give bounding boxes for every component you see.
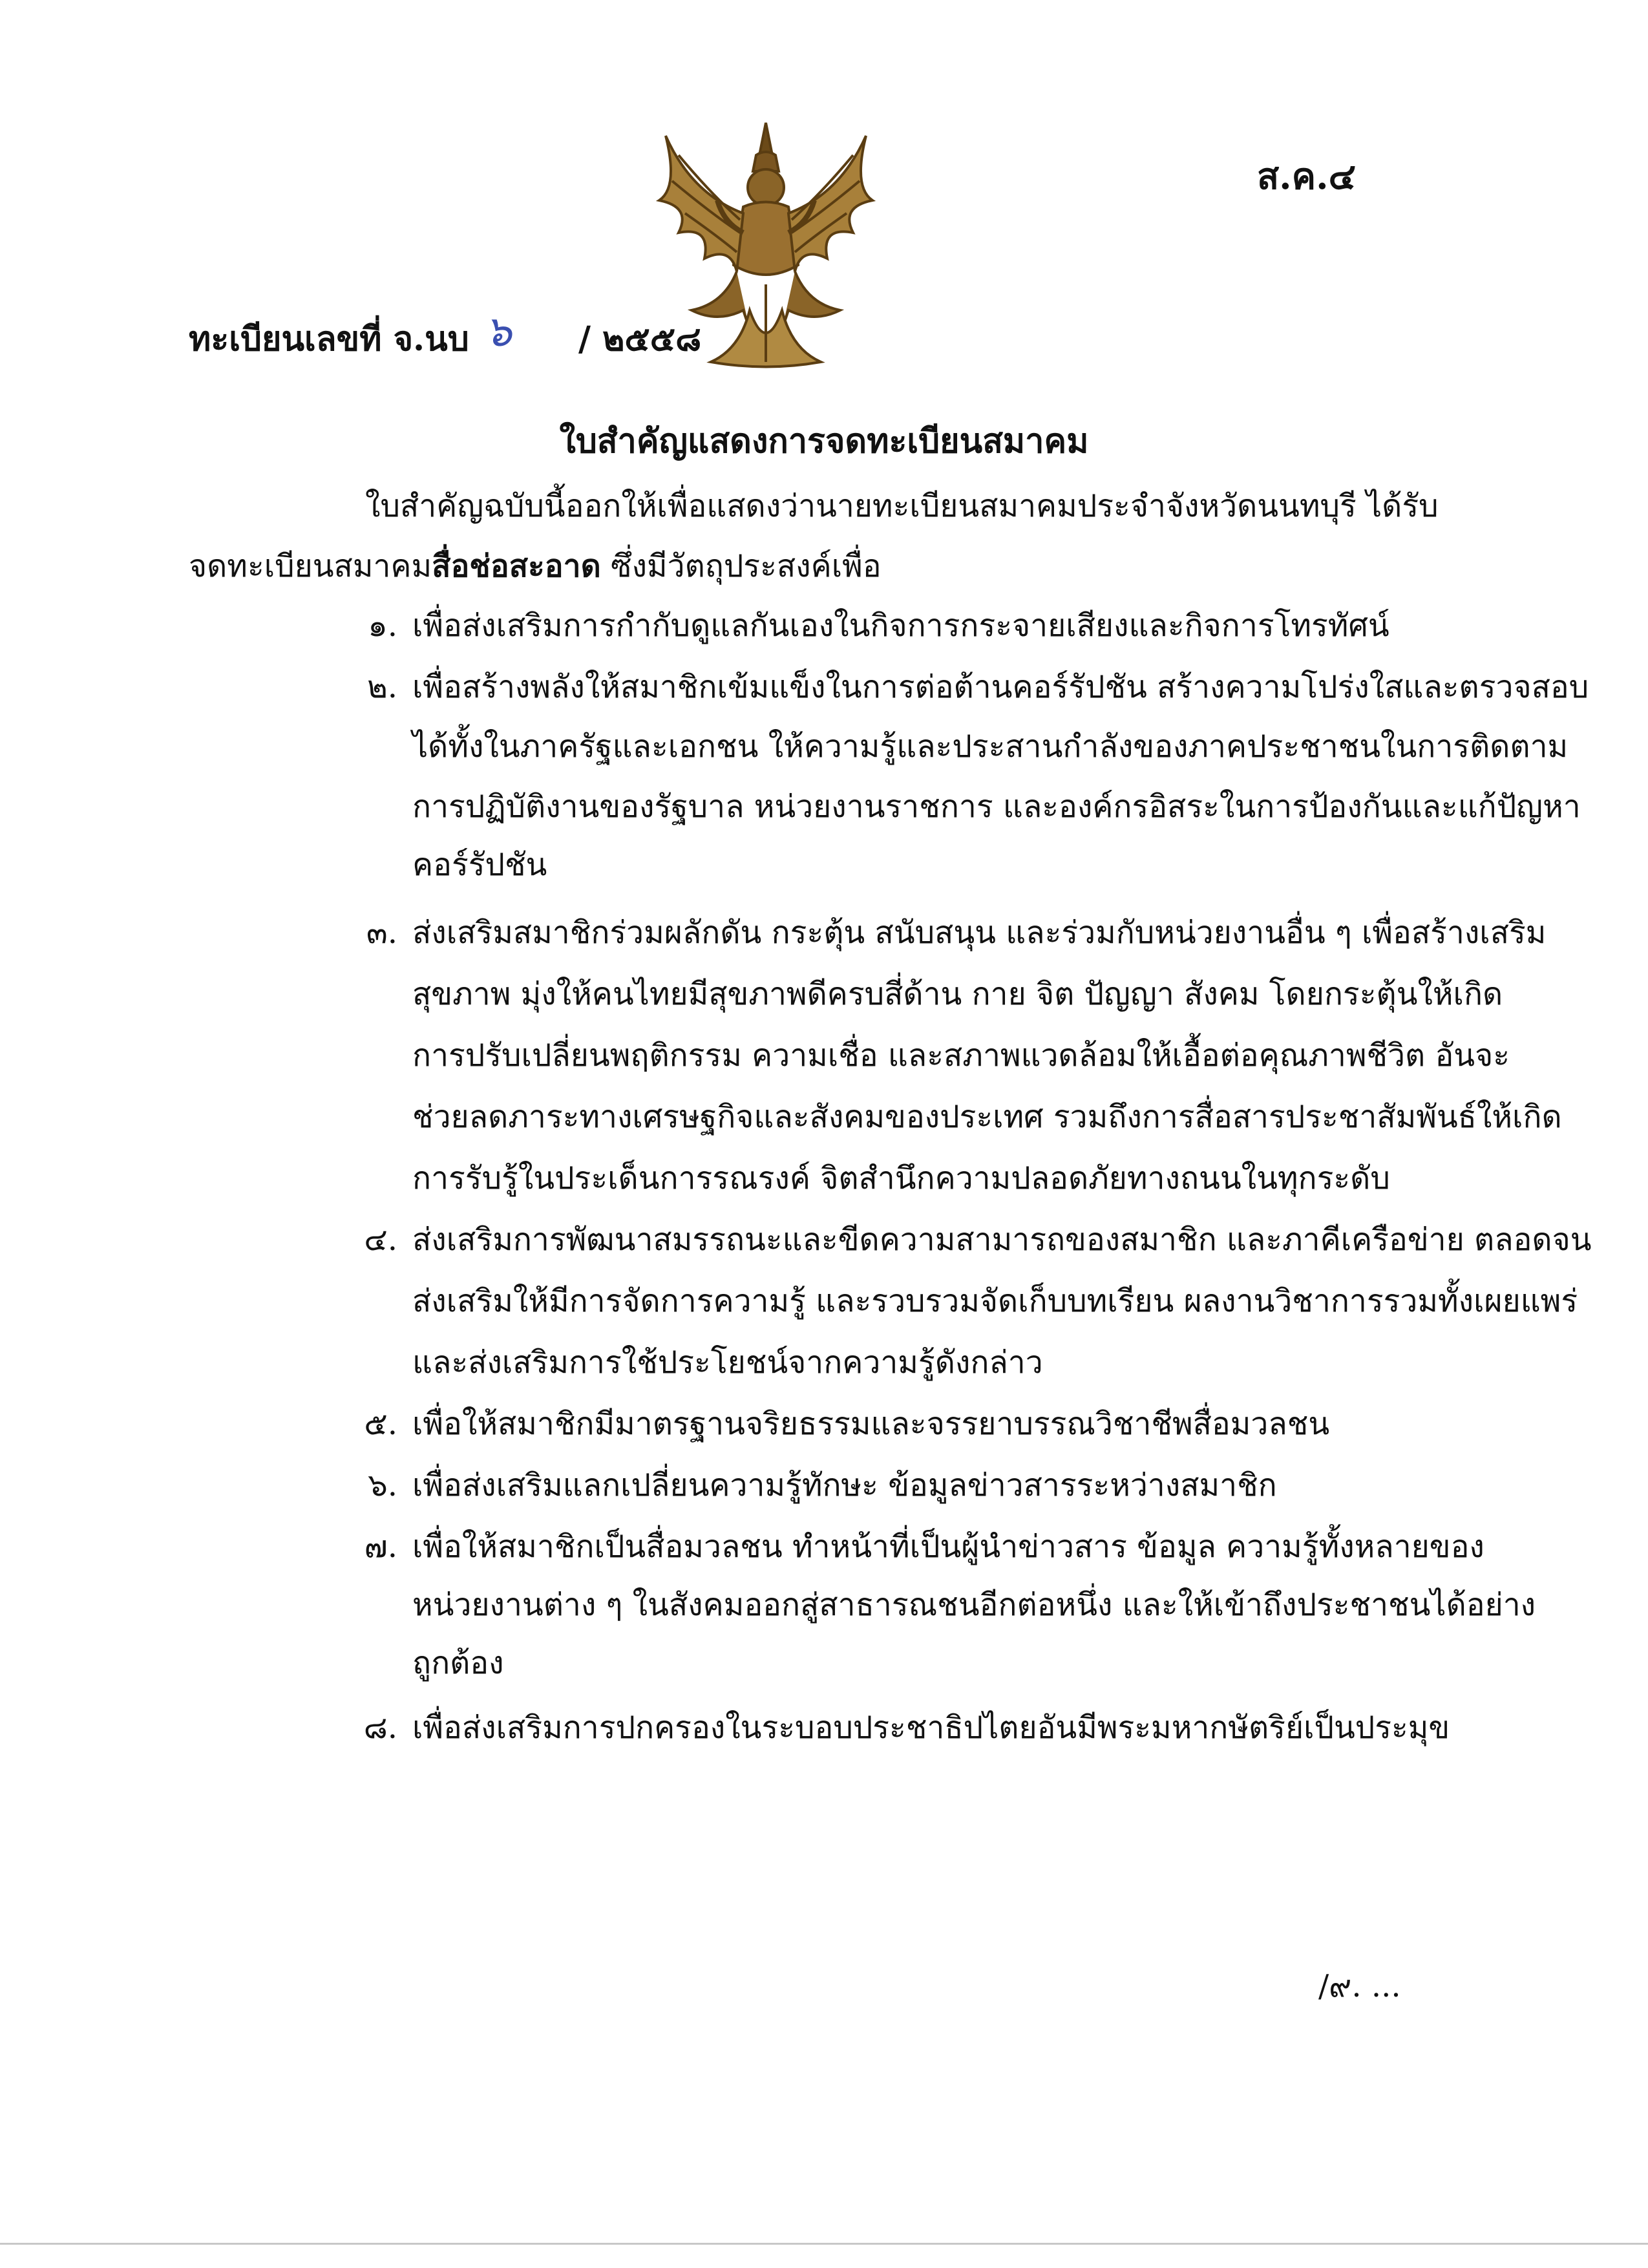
objective-line: ช่วยลดภาระทางเศรษฐกิจและสังคมของประเทศ รวมถึงการสื่อสารประชาสัมพันธ์ให้เกิด — [412, 1099, 1562, 1135]
objective-line: และส่งเสริมการใช้ประโยชน์จากความรู้ดังกล่าว — [412, 1344, 1043, 1381]
registration-year: / ๒๕๕๘ — [578, 319, 702, 359]
objective-number: ๒. — [367, 669, 397, 705]
objective-number: ๕. — [364, 1406, 397, 1442]
scan-edge — [0, 2243, 1648, 2245]
objective-line: การรับรู้ในประเด็นการรณรงค์ จิตสำนึกความปลอดภัยทางถนนในทุกระดับ — [412, 1160, 1390, 1196]
objective-line: เพื่อให้สมาชิกเป็นสื่อมวลชน ทำหน้าที่เป็นผู้นำข่าวสาร ข้อมูล ความรู้ทั้งหลายของ — [412, 1529, 1484, 1565]
intro-prefix: จดทะเบียนสมาคม — [189, 548, 432, 584]
intro-line-1: ใบสำคัญฉบับนี้ออกให้เพื่อแสดงว่านายทะเบียนสมาคมประจำจังหวัดนนทบุรี ได้รับ — [365, 488, 1439, 524]
objective-number: ๘. — [363, 1710, 397, 1746]
objective-line: ส่งเสริมให้มีการจัดการความรู้ และรวบรวมจัดเก็บบทเรียน ผลงานวิชาการรวมทั้งเผยแพร่ — [412, 1283, 1578, 1319]
objective-line: เพื่อส่งเสริมแลกเปลี่ยนความรู้ทักษะ ข้อมูลข่าวสารระหว่างสมาชิก — [412, 1467, 1277, 1503]
registration-number: ๖ — [485, 306, 512, 356]
objective-line: เพื่อส่งเสริมการปกครองในระบอบประชาธิปไตยอันมีพระมหากษัตริย์เป็นประมุข — [412, 1710, 1450, 1746]
objective-line: เพื่อสร้างพลังให้สมาชิกเข้มแข็งในการต่อต้านคอร์รัปชัน สร้างความโปร่งใสและตรวจสอบ — [412, 669, 1589, 705]
continuation-marker: /๙. ... — [1318, 1968, 1401, 2004]
objective-line: คอร์รัปชัน — [412, 847, 547, 883]
objective-number: ๓. — [366, 915, 397, 951]
document-title: ใบสำคัญแสดงการจดทะเบียนสมาคม — [559, 421, 1089, 461]
objective-line: หน่วยงานต่าง ๆ ในสังคมออกสู่สาธารณชนอีกต่อหนึ่ง และให้เข้าถึงประชาชนได้อย่าง — [412, 1587, 1536, 1623]
intro-line-2 — [189, 542, 882, 591]
form-code: ส.ค.๔ — [1257, 155, 1357, 198]
intro-suffix: ซึ่งมีวัตถุประสงค์เพื่อ — [600, 548, 882, 584]
objective-line: ส่งเสริมการพัฒนาสมรรถนะและขีดความสามารถของสมาชิก และภาคีเครือข่าย ตลอดจน — [412, 1222, 1592, 1258]
objective-line: การปรับเปลี่ยนพฤติกรรม ความเชื่อ และสภาพแวดล้อมให้เอื้อต่อคุณภาพชีวิต อันจะ — [412, 1037, 1510, 1074]
objective-number: ๔. — [364, 1222, 397, 1258]
objective-line: ส่งเสริมสมาชิกร่วมผลักดัน กระตุ้น สนับสนุน และร่วมกับหน่วยงานอื่น ๆ เพื่อสร้างเสริม — [412, 915, 1547, 951]
objective-line: สุขภาพ มุ่งให้คนไทยมีสุขภาพดีครบสี่ด้าน กาย จิต ปัญญา สังคม โดยกระตุ้นให้เกิด — [412, 976, 1503, 1012]
association-name: สื่อช่อสะอาด — [432, 548, 601, 584]
objective-line: ได้ทั้งในภาครัฐและเอกชน ให้ความรู้และประสานกำลังของภาคประชาชนในการติดตาม — [412, 728, 1569, 765]
objective-number: ๑. — [368, 608, 397, 644]
registration-label: ทะเบียนเลขที่ จ.นบ — [189, 319, 469, 359]
objective-line: ถูกต้อง — [412, 1645, 504, 1681]
objective-line: การปฏิบัติงานของรัฐบาล หน่วยงานราชการ และองค์กรอิสระในการป้องกันและแก้ปัญหา — [412, 789, 1581, 825]
objective-number: ๗. — [364, 1529, 397, 1565]
objective-line: เพื่อให้สมาชิกมีมาตรฐานจริยธรรมและจรรยาบรรณวิชาชีพสื่อมวลชน — [412, 1406, 1330, 1442]
objective-number: ๖. — [368, 1467, 397, 1503]
objective-line: เพื่อส่งเสริมการกำกับดูแลกันเองในกิจการกระจายเสียงและกิจการโทรทัศน์ — [412, 608, 1389, 644]
